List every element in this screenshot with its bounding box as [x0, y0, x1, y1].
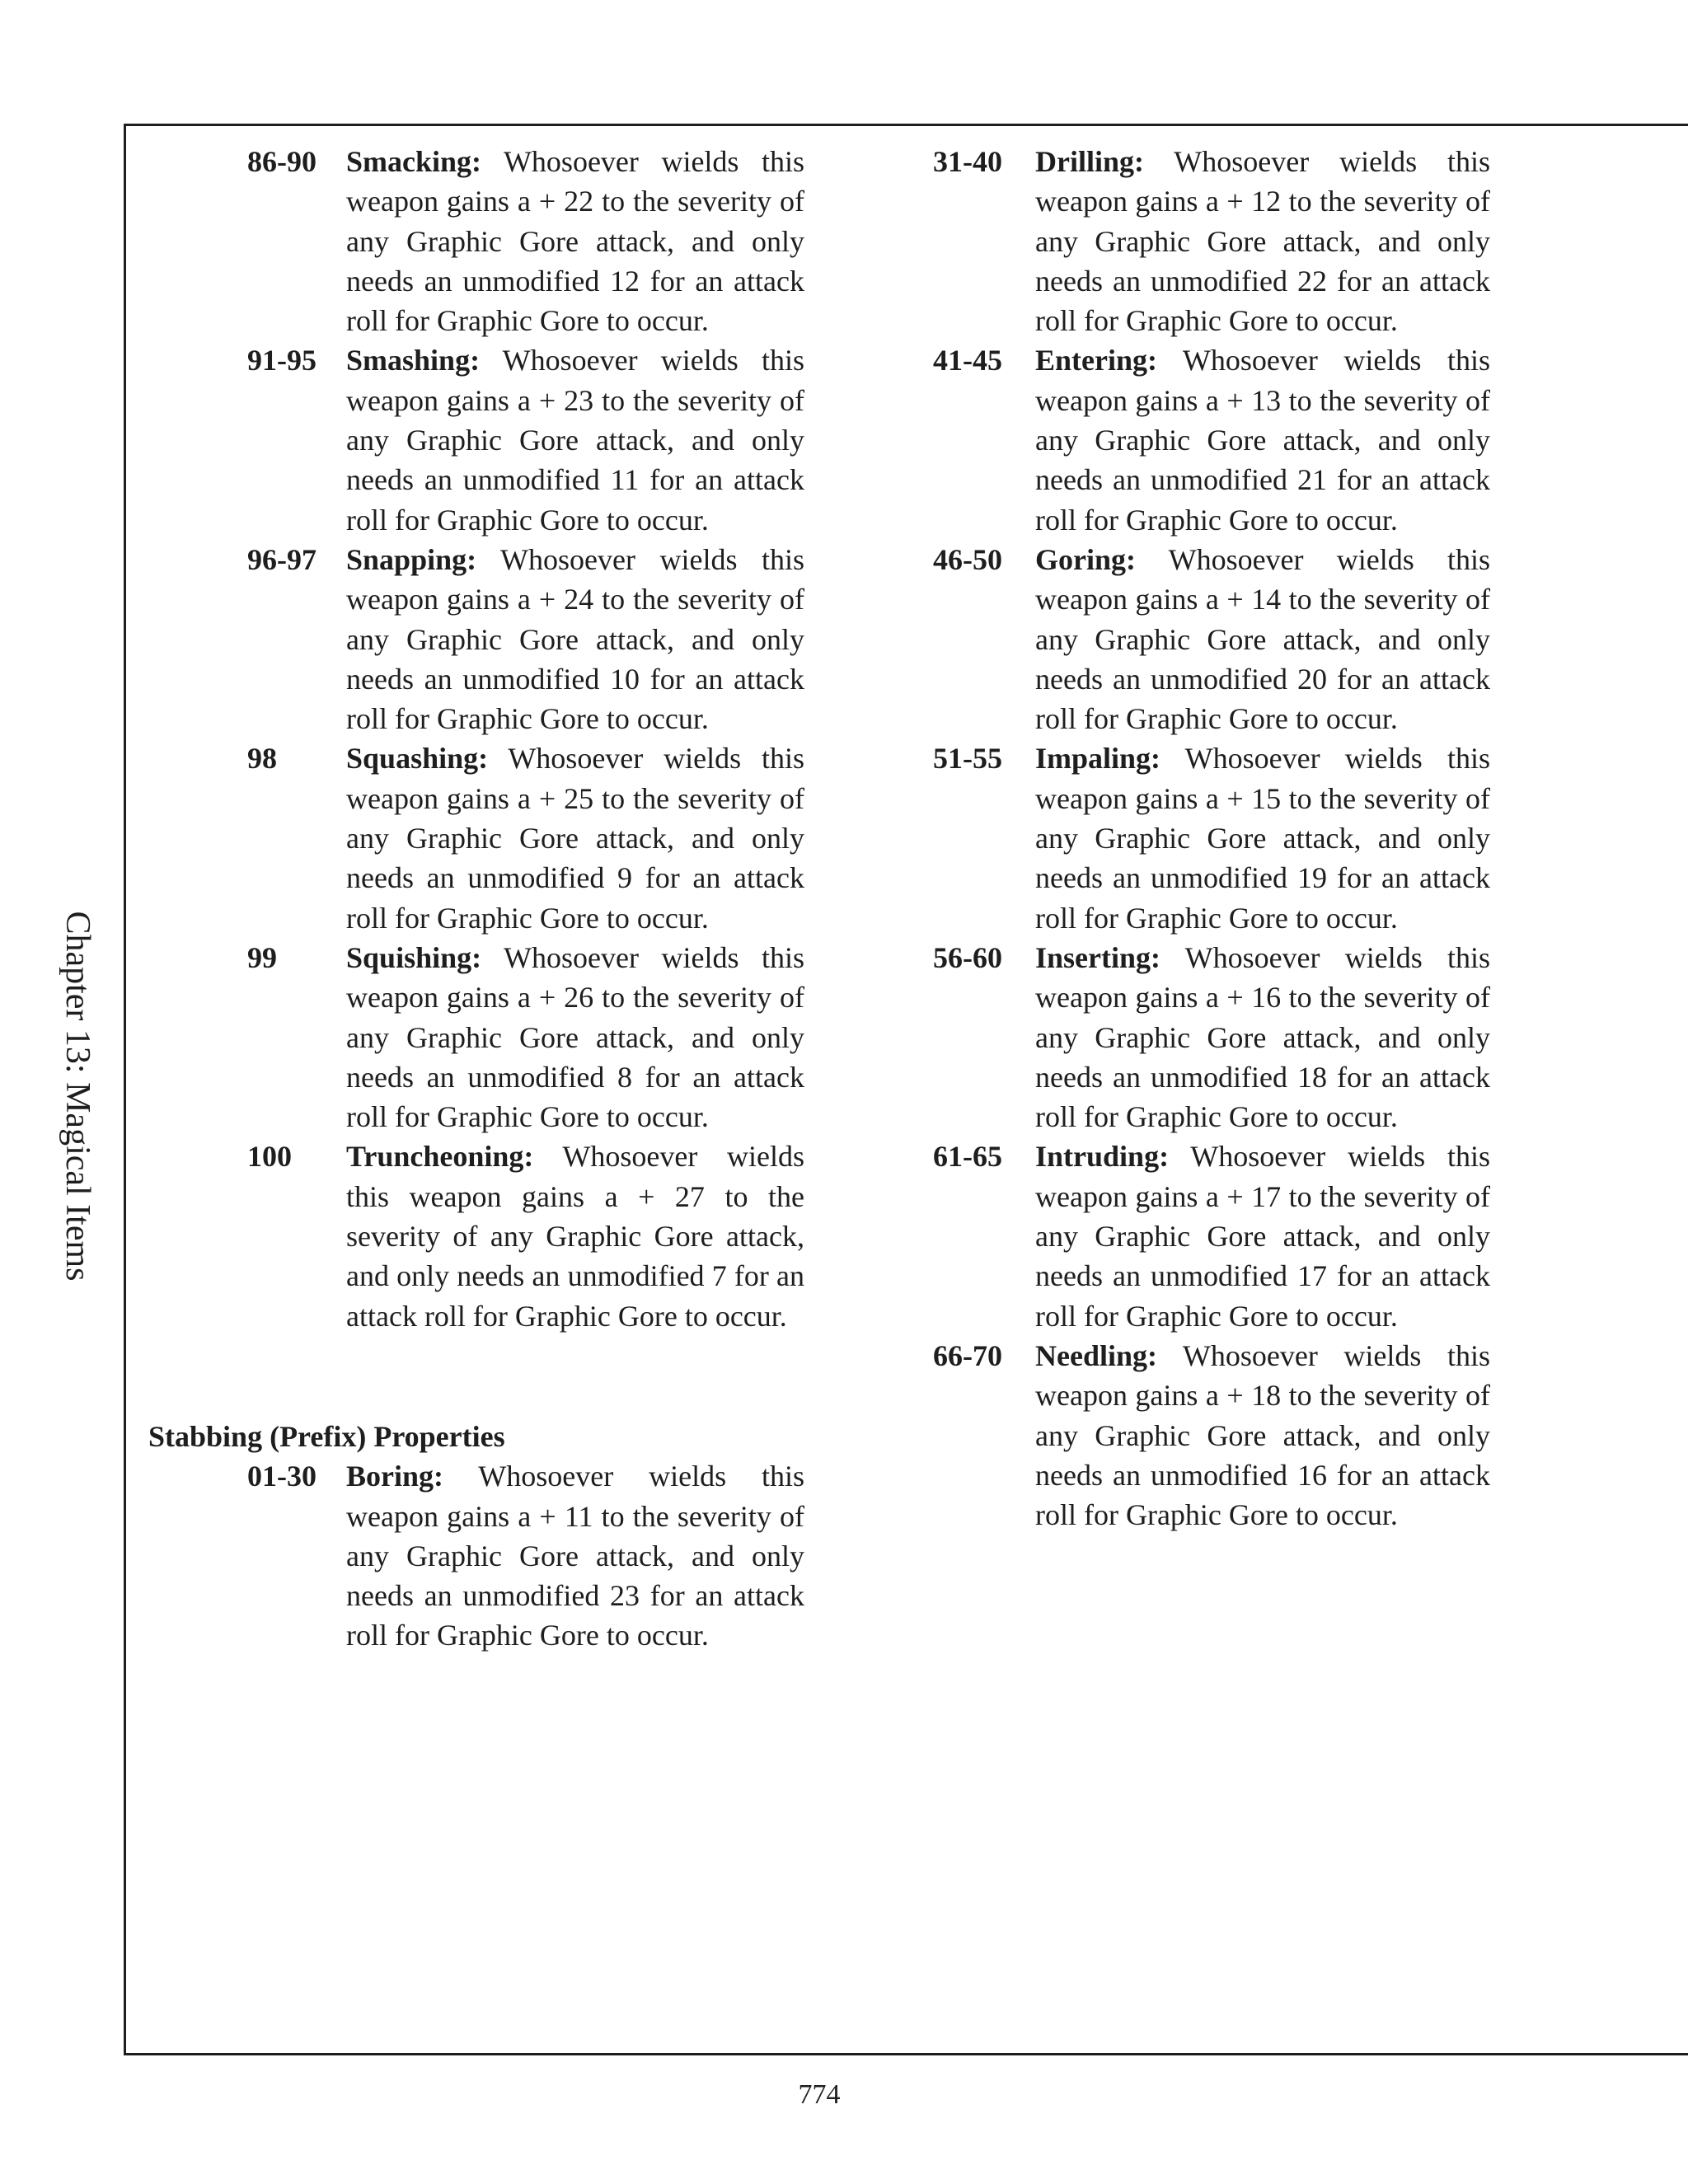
- property-name: Truncheoning:: [346, 1140, 534, 1174]
- property-name: Intruding:: [1035, 1140, 1170, 1174]
- right-entry-list: [933, 142, 1490, 1535]
- property-text: Whosoever wields this weapon gains a + 12 to the severity of any Graphic Gore attack, and only needs an unmodified 22 for an attack roll for Graphic Gore to occur.: [1035, 145, 1491, 338]
- roll-range: 91-95: [247, 344, 316, 377]
- property-entry: [148, 142, 804, 340]
- property-entry: [933, 540, 1490, 738]
- property-description: [1035, 340, 1490, 539]
- roll-range: 66-70: [933, 1338, 1002, 1372]
- property-name: Inserting:: [1035, 940, 1160, 974]
- roll-range: 46-50: [933, 542, 1002, 576]
- property-description: [1035, 738, 1490, 937]
- property-description: [346, 540, 804, 738]
- chapter-side-label: Chapter 13: Magical Items: [59, 911, 96, 1282]
- property-name: Impaling:: [1035, 742, 1161, 776]
- section-heading: Stabbing (Prefix) Properties: [148, 1419, 505, 1453]
- property-text: Whosoever wields this weapon gains a + 23 to the severity of any Graphic Gore attack, and only needs an unmodified 11 for an attack roll for Graphic Gore to occur.: [346, 344, 805, 537]
- property-text: Whosoever wields this weapon gains a + 18 to the severity of any Graphic Gore attack, and only needs an unmodified 16 for an attack roll for Graphic Gore to occur.: [1035, 1338, 1490, 1532]
- property-description: [1035, 1336, 1490, 1535]
- property-description: [346, 938, 804, 1137]
- roll-range: 61-65: [933, 1140, 1002, 1174]
- property-text: Whosoever wields this weapon gains a + 15 to the severity of any Graphic Gore attack, and only needs an unmodified 19 for an attack roll for Graphic Gore to occur.: [1035, 742, 1490, 935]
- roll-range: 41-45: [933, 344, 1002, 377]
- section-spacer: [148, 1336, 804, 1417]
- property-text: Whosoever wields this weapon gains a + 17 to the severity of any Graphic Gore attack, and only needs an unmodified 17 for an attack roll for Graphic Gore to occur.: [1035, 1140, 1490, 1333]
- roll-range: 51-55: [933, 742, 1002, 776]
- property-text: Whosoever wields this weapon gains a + 26 to the severity of any Graphic Gore attack, and only needs an unmodified 8 for an attack roll for Graphic Gore to occur.: [346, 940, 804, 1134]
- roll-range: 86-90: [247, 145, 316, 178]
- roll-range: 100: [247, 1140, 292, 1174]
- roll-range: 31-40: [933, 145, 1002, 178]
- left-column: [148, 142, 804, 1656]
- property-entry: [148, 938, 804, 1137]
- property-text: Whosoever wields this weapon gains a + 22 to the severity of any Graphic Gore attack, and only needs an unmodified 12 for an attack roll for Graphic Gore to occur.: [346, 145, 805, 338]
- property-entry: [148, 1137, 804, 1335]
- property-entry: [933, 738, 1490, 937]
- property-name: Smashing:: [346, 344, 481, 377]
- property-description: [346, 142, 804, 340]
- property-name: Smacking:: [346, 145, 482, 178]
- property-entry: [148, 540, 804, 738]
- property-description: [1035, 1137, 1490, 1335]
- property-text: Whosoever wields this weapon gains a + 11 to the severity of any Graphic Gore attack, and only needs an unmodified 23 for an attack roll for Graphic Gore to occur.: [346, 1460, 804, 1652]
- property-description: [346, 1137, 804, 1335]
- left-entry-list: [148, 142, 804, 1336]
- page-number: 774: [798, 2079, 841, 2110]
- property-entry: [933, 938, 1490, 1137]
- property-name: Snapping:: [346, 542, 477, 576]
- property-name: Needling:: [1035, 1338, 1157, 1372]
- right-column: [933, 142, 1490, 1535]
- property-description: [346, 1456, 804, 1655]
- property-name: Drilling:: [1035, 145, 1144, 178]
- property-entry: [933, 142, 1490, 340]
- property-description: [1035, 142, 1490, 340]
- roll-range: 56-60: [933, 940, 1002, 974]
- property-description: [346, 738, 804, 937]
- property-name: Squashing:: [346, 742, 489, 776]
- roll-range: 01-30: [247, 1460, 316, 1493]
- property-entry: [933, 1336, 1490, 1535]
- property-entry: [933, 1137, 1490, 1335]
- property-name: Squishing:: [346, 940, 482, 974]
- roll-range: 98: [247, 742, 277, 776]
- property-text: Whosoever wields this weapon gains a + 27 to the severity of any Graphic Gore attack, and only needs an unmodified 7 for an attack roll for Graphic Gore to occur.: [346, 1140, 804, 1333]
- property-description: [1035, 938, 1490, 1137]
- property-text: Whosoever wields this weapon gains a + 13 to the severity of any Graphic Gore attack, and only needs an unmodified 21 for an attack roll for Graphic Gore to occur.: [1035, 344, 1490, 537]
- property-entry: [148, 738, 804, 937]
- property-entry: [933, 340, 1490, 539]
- section-entry-list: [148, 1456, 804, 1655]
- property-entry: [148, 340, 804, 539]
- property-text: Whosoever wields this weapon gains a + 14 to the severity of any Graphic Gore attack, and only needs an unmodified 20 for an attack roll for Graphic Gore to occur.: [1035, 542, 1490, 736]
- property-entry: [148, 1456, 804, 1655]
- roll-range: 99: [247, 940, 277, 974]
- property-description: [346, 340, 804, 539]
- property-description: [1035, 540, 1490, 738]
- property-text: Whosoever wields this weapon gains a + 25 to the severity of any Graphic Gore attack, and only needs an unmodified 9 for an attack roll for Graphic Gore to occur.: [346, 742, 804, 935]
- property-name: Goring:: [1035, 542, 1136, 576]
- property-name: Boring:: [346, 1460, 444, 1493]
- property-text: Whosoever wields this weapon gains a + 24 to the severity of any Graphic Gore attack, and only needs an unmodified 10 for an attack roll for Graphic Gore to occur.: [346, 542, 804, 736]
- property-name: Entering:: [1035, 344, 1157, 377]
- property-text: Whosoever wields this weapon gains a + 16 to the severity of any Graphic Gore attack, and only needs an unmodified 18 for an attack roll for Graphic Gore to occur.: [1035, 940, 1490, 1134]
- roll-range: 96-97: [247, 542, 316, 576]
